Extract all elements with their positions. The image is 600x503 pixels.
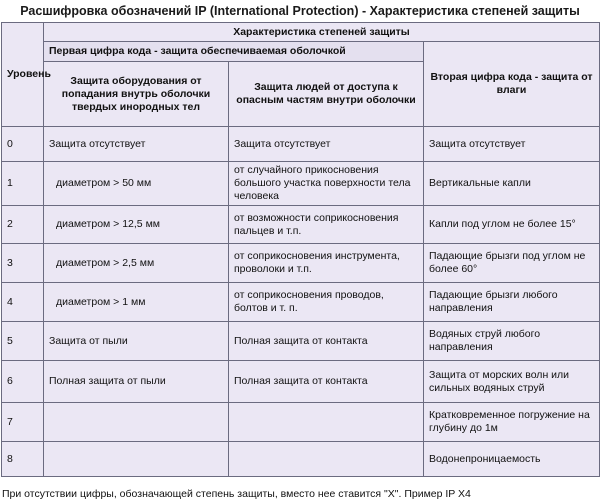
header-people: Защита людей от доступа к опасным частям внутри оболочки: [229, 62, 424, 127]
people-cell: от возможности соприкосновения пальцев и т.п.: [229, 206, 424, 244]
equipment-cell: Полная защита от пыли: [44, 361, 229, 403]
water-cell: Кратковременное погружение на глубину до 1м: [424, 403, 600, 442]
table-row: [2, 403, 600, 442]
people-cell: [229, 442, 424, 477]
equipment-cell: [44, 442, 229, 477]
table-row: [2, 361, 600, 403]
level-cell: 0: [2, 127, 44, 162]
water-cell: Падающие брызги под углом не более 60°: [424, 244, 600, 283]
table-row: [2, 127, 600, 162]
water-cell: Вертикальные капли: [424, 162, 600, 206]
table-row: [2, 206, 600, 244]
header-water: Вторая цифра кода - защита от влаги: [424, 42, 600, 127]
people-cell: от случайного прикосновения большого участка поверхности тела человека: [229, 162, 424, 206]
table-row: [2, 442, 600, 477]
equipment-cell: Защита от пыли: [44, 322, 229, 361]
water-cell: Водяных струй любого направления: [424, 322, 600, 361]
header-first-digit: Первая цифра кода - защита обеспечиваемая оболочкой: [44, 42, 424, 62]
equipment-cell: диаметром > 50 мм: [44, 162, 229, 206]
water-cell: Водонепроницаемость: [424, 442, 600, 477]
level-cell: 3: [2, 244, 44, 283]
level-cell: 5: [2, 322, 44, 361]
table-row: [2, 322, 600, 361]
page-title: Расшифровка обозначений IP (International Protection) - Характеристика степеней защиты: [20, 4, 580, 18]
level-cell: 6: [2, 361, 44, 403]
people-cell: [229, 403, 424, 442]
equipment-cell: [44, 403, 229, 442]
header-equipment: Защита оборудования от попадания внутрь оболочки твердых инородных тел: [44, 62, 229, 127]
people-cell: Полная защита от контакта: [229, 361, 424, 403]
water-cell: Защита отсутствует: [424, 127, 600, 162]
ip-protection-table: [1, 22, 600, 477]
people-cell: Полная защита от контакта: [229, 322, 424, 361]
level-cell: 1: [2, 162, 44, 206]
water-cell: Капли под углом не более 15°: [424, 206, 600, 244]
people-cell: Защита отсутствует: [229, 127, 424, 162]
equipment-cell: Защита отсутствует: [44, 127, 229, 162]
water-cell: Падающие брызги любого направления: [424, 283, 600, 322]
table-row: [2, 244, 600, 283]
people-cell: от соприкосновения инструмента, проволоки и т.п.: [229, 244, 424, 283]
equipment-cell: диаметром > 12,5 мм: [44, 206, 229, 244]
level-cell: 2: [2, 206, 44, 244]
table-row: [2, 162, 600, 206]
people-cell: от соприкосновения проводов, болтов и т. п.: [229, 283, 424, 322]
water-cell: Защита от морских волн или сильных водяных струй: [424, 361, 600, 403]
level-cell: 7: [2, 403, 44, 442]
level-cell: 8: [2, 442, 44, 477]
header-level: Уровень: [2, 23, 44, 127]
equipment-cell: диаметром > 1 мм: [44, 283, 229, 322]
table-row: [2, 283, 600, 322]
level-cell: 4: [2, 283, 44, 322]
header-characteristics: Характеристика степеней защиты: [44, 23, 600, 42]
footnote: При отсутствии цифры, обозначающей степень защиты, вместо нее ставится "X". Пример IP X4: [2, 488, 471, 500]
equipment-cell: диаметром > 2,5 мм: [44, 244, 229, 283]
